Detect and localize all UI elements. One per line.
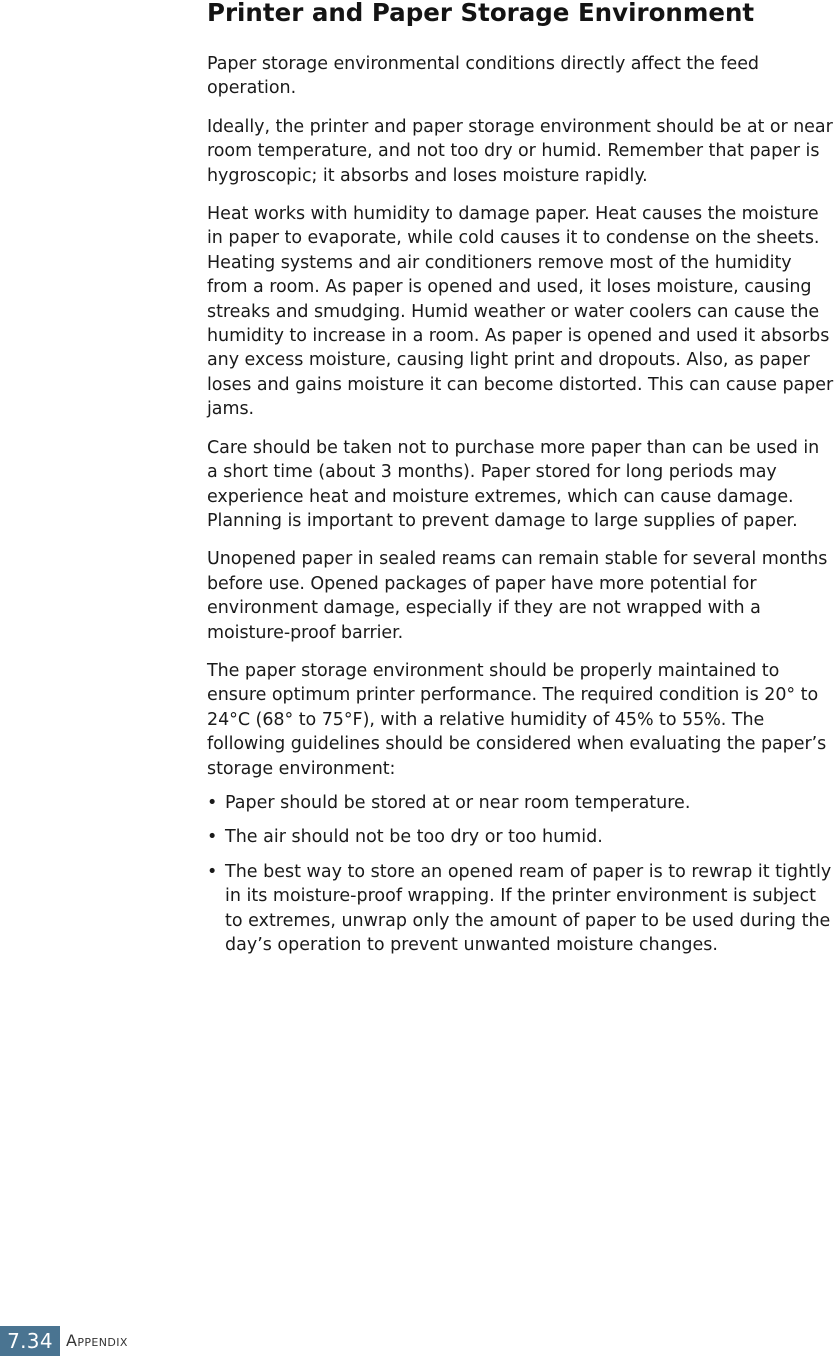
page-footer [0,1326,220,1356]
paragraph-purchase-care: Care should be taken not to purchase more paper than can be used in a short time (about 3 months). Paper stored for long periods may experience heat and moisture extremes, which can cause damage. Planning is important to prevent damage to large supplies of paper. [207,437,820,531]
paragraph-ideal-environment: Ideally, the printer and paper storage environment should be at or near room temperature, and not too dry or humid. Remember that paper is hygroscopic; it absorbs and loses moisture rapidly. [207,116,833,186]
bullet-marker: • [207,861,218,882]
page-number-badge: 7.34 [0,1326,60,1356]
guidelines-list [207,791,835,957]
list-item-text: Paper should be stored at or near room temperature. [225,792,691,813]
bullet-marker: • [207,827,218,848]
list-item [207,791,835,815]
paragraph-feed-operation: Paper storage environmental conditions directly affect the feed operation. [207,54,759,99]
list-item [207,825,835,849]
page-title: Printer and Paper Storage Environment [207,0,755,27]
list-item [207,860,835,958]
paragraph-required-conditions: The paper storage environment should be properly maintained to ensure optimum printer performance. The required condition is 20° to 24°C (68° to 75°F), with a relative humidity of 45% to 55%. The following guidelines should be considered when evaluating the paper’s storage environment: [207,660,827,779]
page-content [207,0,835,957]
section-label: Appendix [66,1331,128,1350]
list-item-text: The air should not be too dry or too humid. [225,827,603,848]
bullet-marker: • [207,792,218,813]
paragraph-sealed-reams: Unopened paper in sealed reams can remain stable for several months before use. Opened packages of paper have more potential for environment damage, especially if they are not wrapped with a moisture-proof barrier. [207,549,828,643]
list-item-text: The best way to store an opened ream of paper is to rewrap it tightly in its moisture-proof wrapping. If the printer environment is subject to extremes, unwrap only the amount of paper to be used during the day’s operation to prevent unwanted moisture changes. [225,861,832,955]
paragraph-heat-humidity: Heat works with humidity to damage paper. Heat causes the moisture in paper to evaporate, while cold causes it to condense on the sheets. Heating systems and air conditioners remove most of the humidity from a room. As paper is opened and used, it loses moisture, causing streaks and smudging. Humid weather or water coolers can cause the humidity to increase in a room. As paper is opened and used it absorbs any excess moisture, causing light print and dropouts. Also, as paper loses and gains moisture it can become distorted. This can cause paper jams. [207,204,834,420]
